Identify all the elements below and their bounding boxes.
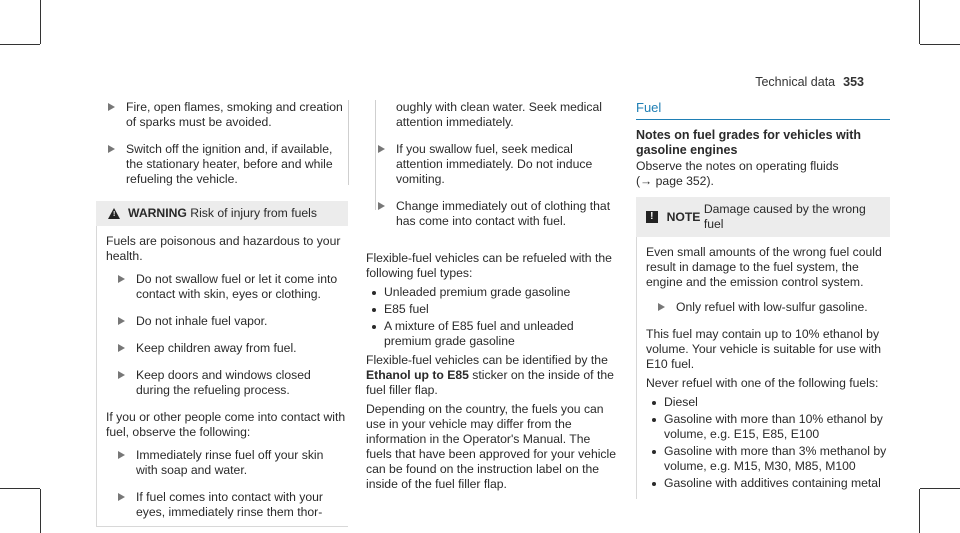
crop-mark — [919, 0, 920, 44]
arrow-icon — [118, 451, 125, 459]
page-reference-link[interactable]: (→ page 352). — [636, 174, 714, 188]
page-header — [755, 75, 864, 90]
bullet-icon — [652, 401, 656, 405]
crop-mark — [0, 488, 40, 489]
page-number: 353 — [843, 75, 864, 89]
list-item: E85 fuel — [366, 302, 618, 317]
arrow-icon — [118, 275, 125, 283]
flex-fuel-sticker: Flexible-fuel vehicles can be identified by the Ethanol up to E85 sticker on the inside of the fuel filler flap. — [366, 353, 614, 397]
list-item: Keep doors and windows closed during the refueling process. — [106, 368, 348, 398]
arrow-icon — [118, 493, 125, 501]
list-item: Diesel — [646, 395, 890, 410]
warning-label: WARNING — [128, 206, 187, 220]
crop-mark — [920, 488, 960, 489]
list-item: Fire, open flames, smoking and creation of sparks must be avoided. — [96, 100, 348, 130]
bullet-icon — [372, 291, 376, 295]
arrow-icon — [378, 202, 385, 210]
crop-mark — [919, 489, 920, 533]
list-item: Immediately rinse fuel off your skin with soap and water. — [106, 448, 348, 478]
warning-icon: ! — [108, 208, 120, 219]
column-left — [96, 100, 348, 527]
warning-intro: Fuels are poisonous and hazardous to your health. — [106, 234, 341, 263]
heading-rule — [636, 119, 890, 120]
list-item: If fuel comes into contact with your eyes, immediately rinse them thor- — [106, 490, 348, 520]
list-item: Do not inhale fuel vapor. — [106, 314, 348, 329]
list-item: If you swallow fuel, seek medical attention immediately. Do not induce vomiting. — [366, 142, 618, 187]
warning-para: If you or other people come into contact with fuel, observe the following: — [106, 410, 346, 439]
arrow-icon — [118, 344, 125, 352]
flex-fuel-intro: Flexible-fuel vehicles can be refueled with the following fuel types: — [366, 251, 612, 280]
list-item: Keep children away from fuel. — [106, 341, 348, 356]
bullet-icon — [652, 482, 656, 486]
list-item: Only refuel with low-sulfur gasoline. — [646, 300, 890, 315]
note-header — [636, 197, 890, 237]
arrow-icon — [118, 317, 125, 325]
exclamation-icon: ! — [646, 211, 658, 223]
list-item: Change immediately out of clothing that has come into contact with fuel. — [366, 199, 618, 229]
column-right — [636, 100, 890, 499]
arrow-icon — [378, 145, 385, 153]
section-title: Technical data — [755, 75, 836, 89]
crop-mark — [0, 44, 40, 45]
note-title: Damage caused by the wrong fuel — [703, 202, 866, 231]
note-para: Never refuel with one of the following fuels: — [646, 376, 879, 390]
list-item: Gasoline with more than 10% ethanol by volume, e.g. E15, E85, E100 — [646, 412, 890, 442]
list-item: Do not swallow fuel or let it come into contact with skin, eyes or clothing. — [106, 272, 348, 302]
column-middle — [366, 100, 618, 496]
bullet-icon — [372, 308, 376, 312]
list-item: Switch off the ignition and, if available, the stationary heater, before and while refueling the vehicle. — [96, 142, 348, 187]
column-divider — [348, 100, 349, 185]
bullet-icon — [652, 418, 656, 422]
bullet-icon — [652, 450, 656, 454]
list-item: Gasoline with additives containing metal — [646, 476, 890, 491]
list-item: Gasoline with more than 3% methanol by volume, e.g. M15, M30, M85, M100 — [646, 444, 890, 474]
continued-text: oughly with clean water. Seek medical attention immediately. — [396, 100, 602, 129]
warning-title: Risk of injury from fuels — [190, 206, 317, 220]
list-item: A mixture of E85 fuel and unleaded premium grade gasoline — [366, 319, 618, 349]
warning-header — [96, 201, 348, 226]
country-note: Depending on the country, the fuels you can use in your vehicle may differ from the information in the Operator's Manual. The fuels that have been approved for your vehicle can be found on the instruction label on the inside of the fuel filler flap. — [366, 402, 617, 491]
bullet-icon — [372, 325, 376, 329]
crop-mark — [40, 0, 41, 44]
arrow-icon — [658, 303, 665, 311]
warning-body — [96, 226, 348, 527]
arrow-icon — [118, 371, 125, 379]
note-para: Even small amounts of the wrong fuel could result in damage to the fuel system, the engine and the emission control system. — [646, 245, 882, 289]
crop-mark — [40, 489, 41, 533]
list-item: Unleaded premium grade gasoline — [366, 285, 618, 300]
arrow-icon — [108, 145, 115, 153]
note-body — [636, 237, 890, 499]
note-label: NOTE — [666, 209, 701, 224]
arrow-icon — [108, 103, 115, 111]
subsection-heading: Notes on fuel grades for vehicles with gasoline engines — [636, 128, 862, 157]
crop-mark — [920, 44, 960, 45]
section-heading: Fuel — [636, 100, 662, 115]
note-para: This fuel may contain up to 10% ethanol by volume. Your vehicle is suitable for use with E10 fuel. — [646, 327, 882, 371]
observe-text: Observe the notes on operating fluids (→ page 352). — [636, 159, 839, 188]
